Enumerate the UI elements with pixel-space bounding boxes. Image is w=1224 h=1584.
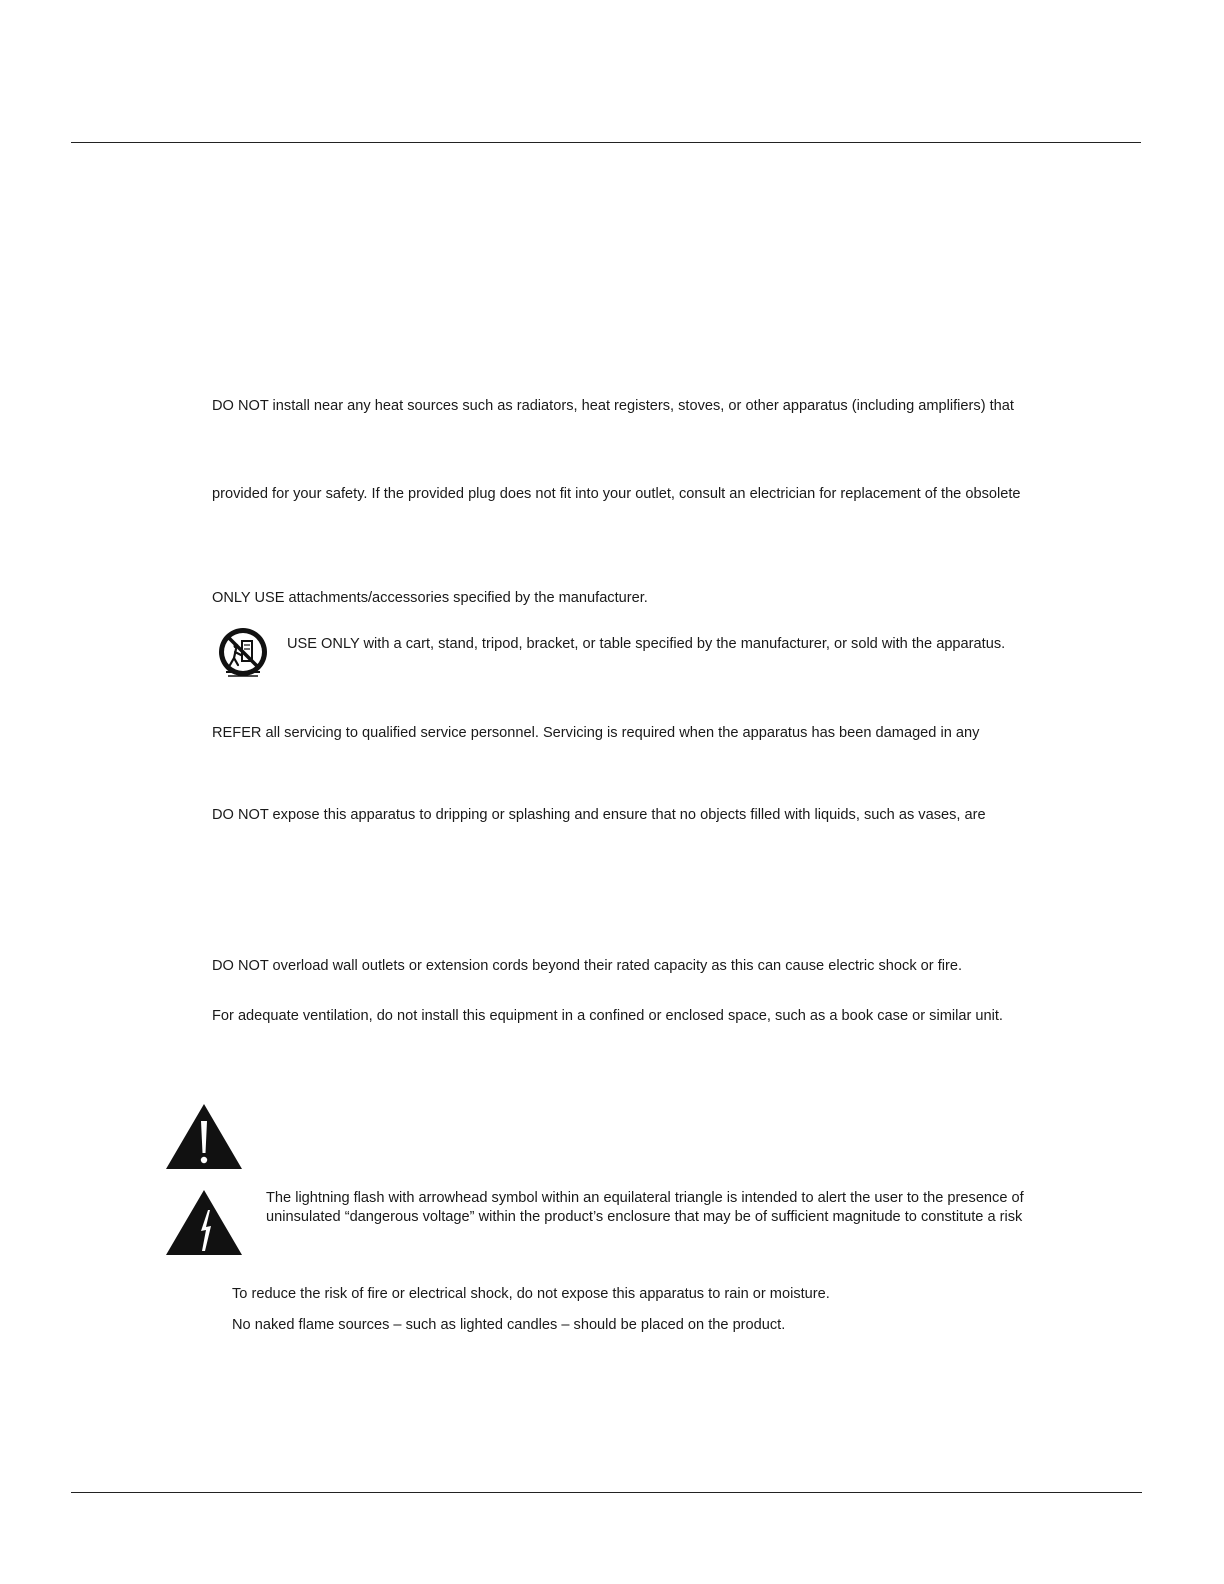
- instruction-ventilation: For adequate ventilation, do not install this equipment in a confined or enclosed space, such as a book case or similar unit.: [212, 1008, 1003, 1024]
- warning-flame: No naked flame sources – such as lighted candles – should be placed on the product.: [232, 1317, 786, 1333]
- instruction-attachments: ONLY USE attachments/accessories specified by the manufacturer.: [212, 590, 648, 606]
- instruction-cart: USE ONLY with a cart, stand, tripod, bracket, or table specified by the manufacturer, or sold with the apparatus.: [287, 636, 1006, 652]
- instruction-servicing: REFER all servicing to qualified service personnel. Servicing is required when the apparatus has been damaged in any: [212, 725, 980, 741]
- instruction-overload: DO NOT overload wall outlets or extension cords beyond their rated capacity as this can cause electric shock or fire.: [212, 958, 963, 974]
- cart-warning-icon: [215, 625, 271, 681]
- top-divider: [71, 142, 1141, 143]
- lightning-symbol-text-line2: uninsulated “dangerous voltage” within the product’s enclosure that may be of sufficient magnitude to constitute a risk: [266, 1209, 1023, 1225]
- instruction-liquids: DO NOT expose this apparatus to dripping or splashing and ensure that no objects filled with liquids, such as vases, are: [212, 807, 986, 823]
- lightning-triangle-icon: [165, 1189, 243, 1257]
- lightning-symbol-text-line1: The lightning flash with arrowhead symbol within an equilateral triangle is intended to alert the user to the presence of: [266, 1190, 1024, 1206]
- warning-rain: To reduce the risk of fire or electrical shock, do not expose this apparatus to rain or moisture.: [232, 1286, 830, 1302]
- instruction-plug-safety: provided for your safety. If the provided plug does not fit into your outlet, consult an electrician for replacement of the obsolete: [212, 486, 1021, 502]
- instruction-heat-sources: DO NOT install near any heat sources such as radiators, heat registers, stoves, or other apparatus (including amplifiers) that: [212, 398, 1014, 414]
- exclamation-triangle-icon: [165, 1103, 243, 1171]
- bottom-divider: [71, 1492, 1142, 1493]
